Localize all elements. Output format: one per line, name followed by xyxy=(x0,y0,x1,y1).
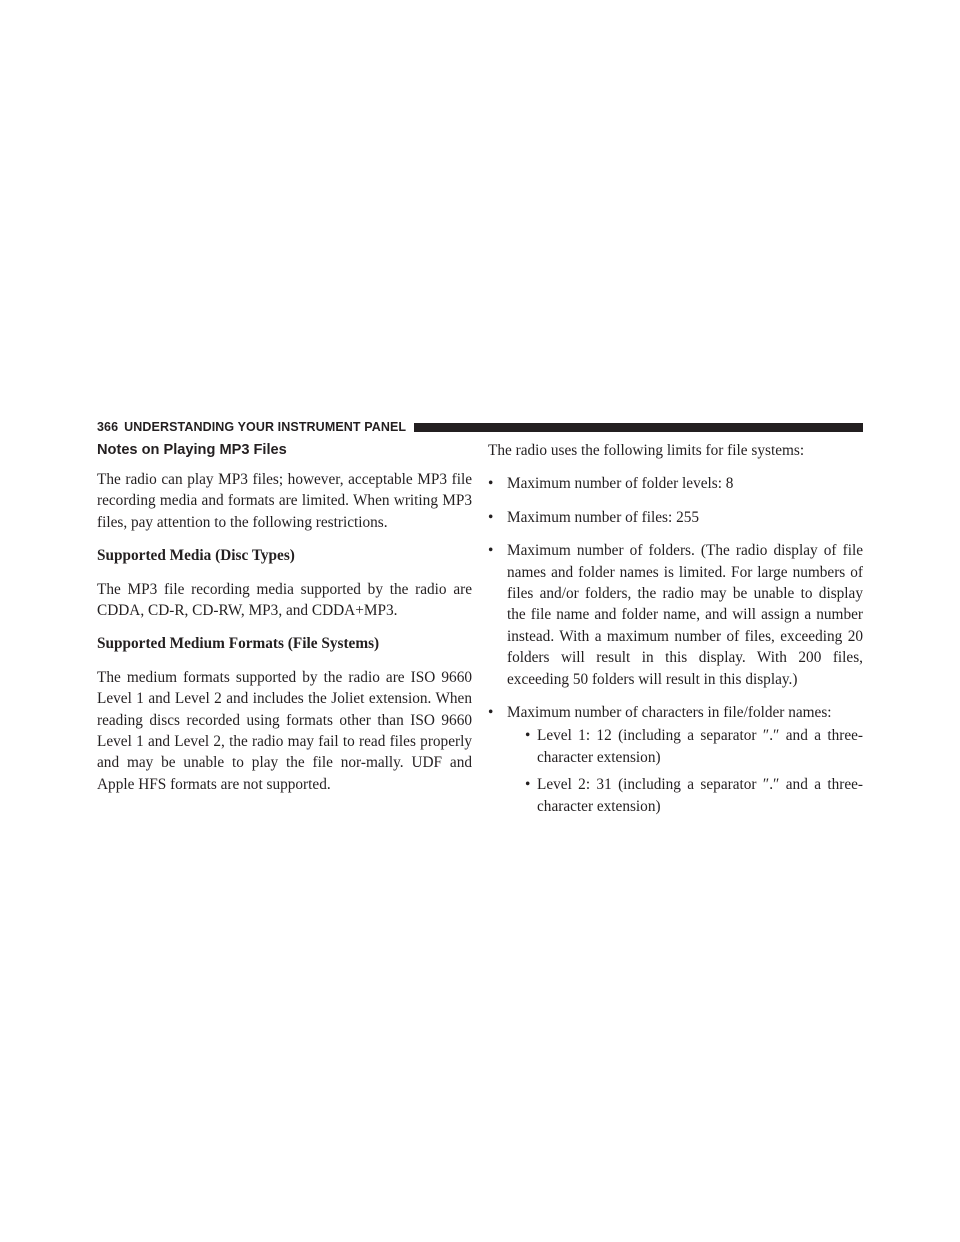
formats-paragraph: The medium formats supported by the radio are ISO 9660 Level 1 and Level 2 and includes the Joliet extension. When reading discs recorded using formats other than ISO 9660 Level 1 and Level 2, the radio may fail to read files properly and may be unable to play the file nor-mally. UDF and Apple HFS formats are not supported. xyxy=(97,668,472,793)
section-title: UNDERSTANDING YOUR INSTRUMENT PANEL xyxy=(124,420,407,434)
right-column xyxy=(488,440,863,829)
limits-intro: The radio uses the following limits for file systems: xyxy=(488,442,805,459)
list-item xyxy=(488,540,863,690)
media-paragraph: The MP3 file recording media supported by the radio are CDDA, CD-R, CD-RW, MP3, and CDDA+MP3. xyxy=(97,580,472,620)
left-column xyxy=(97,440,472,795)
limits-list xyxy=(488,473,863,817)
media-heading: Supported Media (Disc Types) xyxy=(97,547,295,565)
list-item xyxy=(488,702,863,817)
section-heading: Notes on Playing MP3 Files xyxy=(97,442,287,458)
sub-list-item xyxy=(507,774,863,817)
sub-list-item xyxy=(507,725,863,768)
header-rule xyxy=(414,423,863,432)
sub-list-item-text: Level 1: 12 (including a separator ″.″ and a three-character extension) xyxy=(537,727,863,766)
list-item-text: Maximum number of folders. (The radio display of file names and folder names is limited. For large numbers of files and/or folders, the radio may be unable to display the file name and folder name, and will assign a number instead. With a maximum number of files, exceeding 20 folders will result in this display. With 200 files, exceeding 50 folders will result in this display.) xyxy=(507,542,863,688)
page-header xyxy=(97,419,863,435)
list-item xyxy=(488,507,863,528)
sub-list-item-text: Level 2: 31 (including a separator ″.″ and a three-character extension) xyxy=(537,776,863,815)
intro-paragraph: The radio can play MP3 files; however, acceptable MP3 file recording media and formats are limited. When writing MP3 files, pay attention to the following restrictions. xyxy=(97,471,472,531)
list-item-text: Maximum number of files: 255 xyxy=(507,508,700,526)
list-item xyxy=(488,473,863,494)
list-item-text: Maximum number of folder levels: 8 xyxy=(507,475,734,493)
list-item-text: Maximum number of characters in file/folder names: xyxy=(507,704,832,722)
page-number: 366 xyxy=(97,420,119,434)
character-limits-list xyxy=(507,725,863,817)
formats-heading: Supported Medium Formats (File Systems) xyxy=(97,635,380,653)
